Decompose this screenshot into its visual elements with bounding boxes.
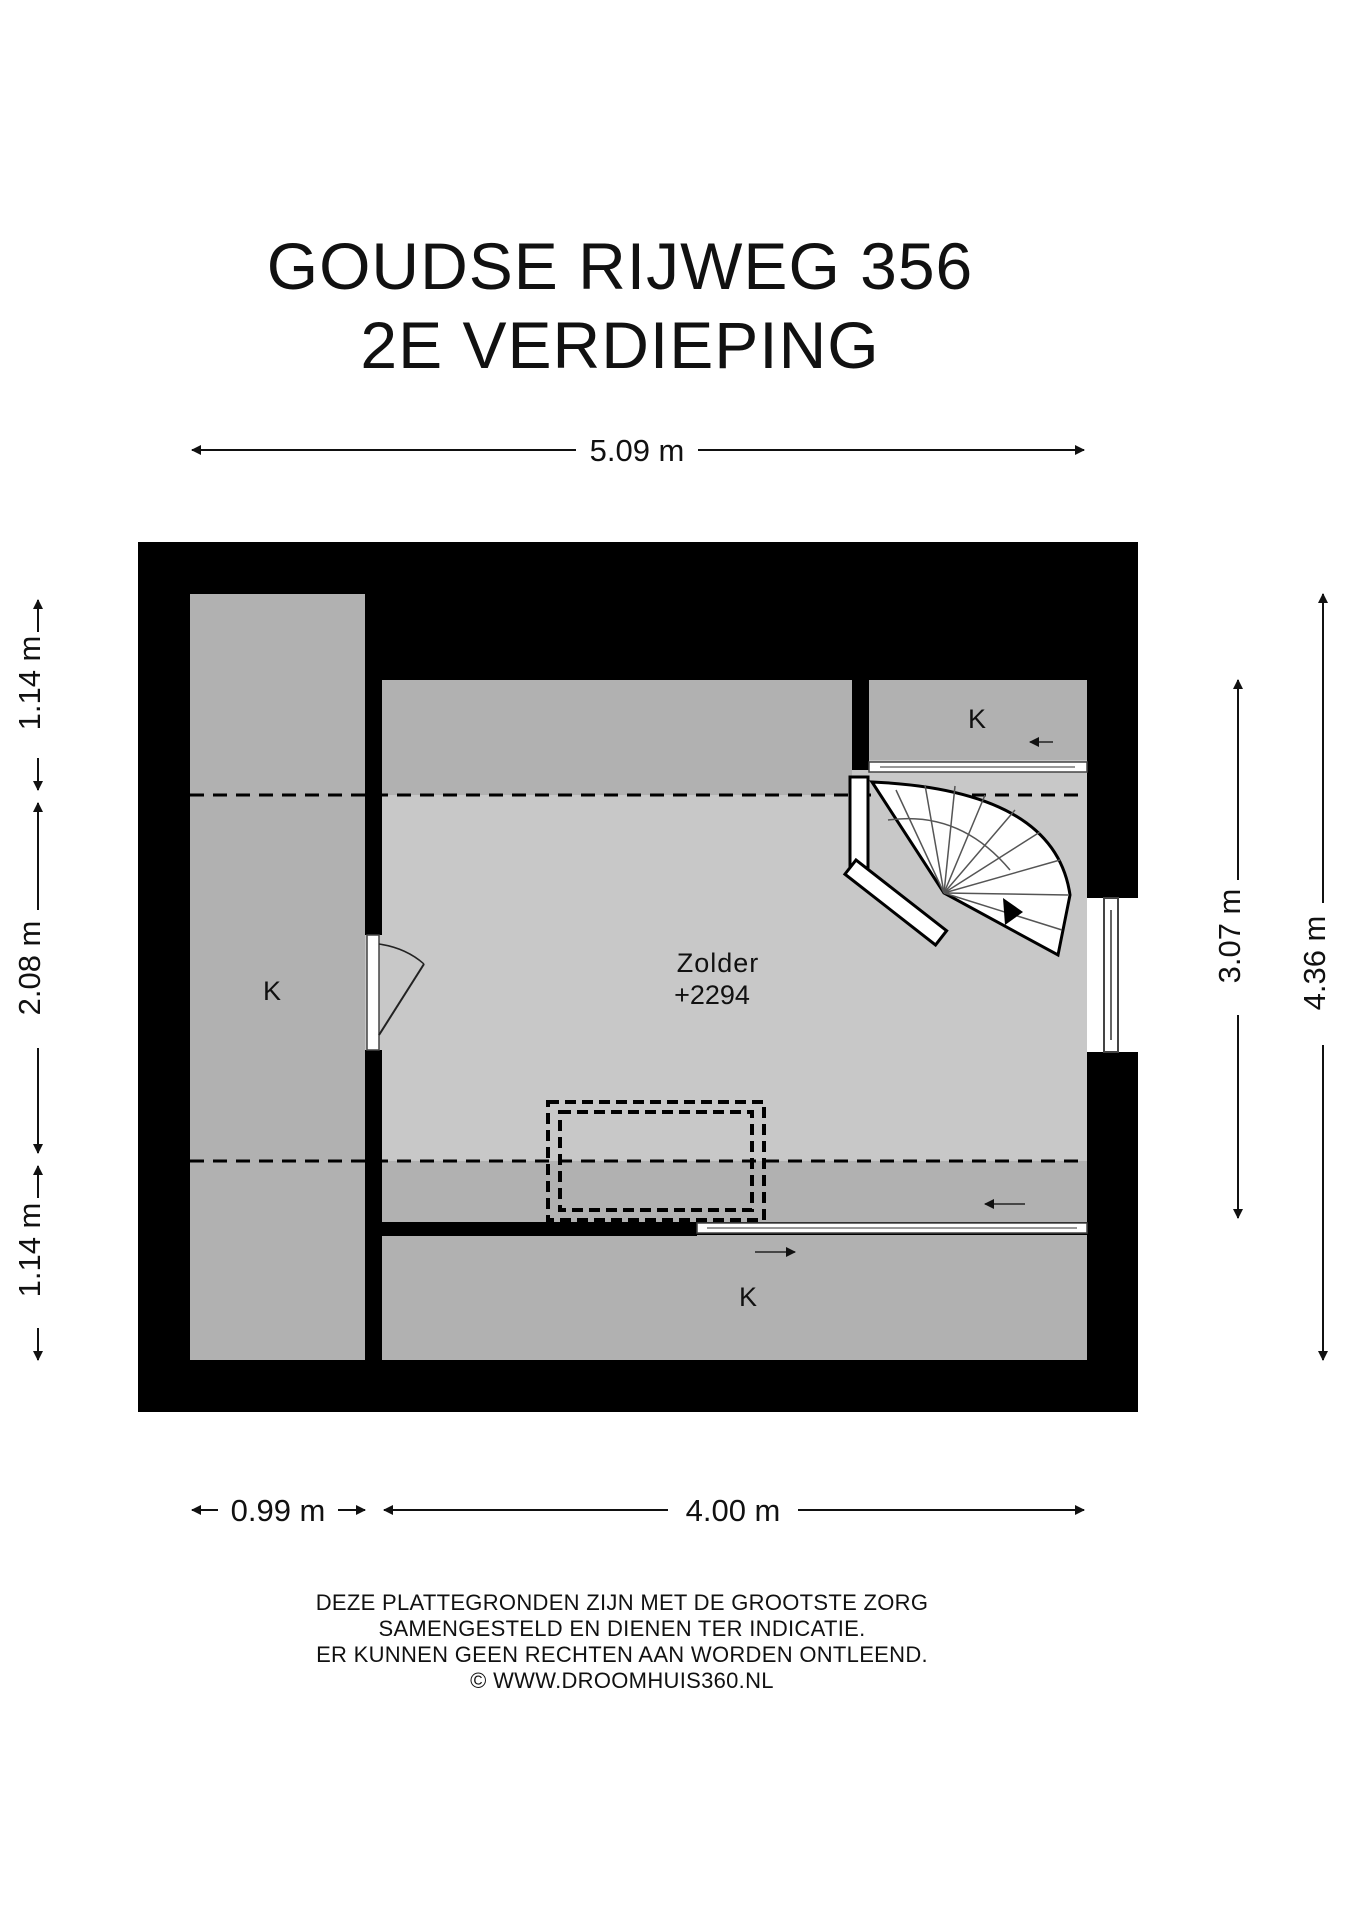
inner-wall-bottom [382, 1222, 697, 1236]
door-frame-left [367, 935, 379, 1050]
low-ceiling-strip-top [382, 680, 852, 795]
knee-wall-bottom-area [382, 1235, 1087, 1360]
dim-top-width: 5.09 m [589, 433, 685, 468]
dim-left-top: 1.14 m [12, 635, 47, 731]
room-level-zolder: +2294 [674, 980, 750, 1010]
dim-left-middle: 2.08 m [12, 920, 47, 1016]
dim-bottom-left: 0.99 m [230, 1493, 326, 1528]
inner-wall-closet [852, 680, 869, 770]
room-label-knee-bottom: K [738, 1282, 758, 1312]
disclaimer-line-1: DEZE PLATTEGRONDEN ZIJN MET DE GROOTSTE ZORG [315, 1590, 929, 1615]
room-label-knee-left: K [262, 976, 282, 1006]
floor-subtitle: 2E VERDIEPING [360, 308, 880, 382]
disclaimer-website-link[interactable]: © WWW.DROOMHUIS360.NL [470, 1668, 774, 1693]
dim-right-inner: 3.07 m [1212, 888, 1247, 984]
low-ceiling-strip-bottom [382, 1161, 1087, 1222]
dim-left-bottom: 1.14 m [12, 1202, 47, 1298]
dim-bottom-right: 4.00 m [685, 1493, 781, 1528]
disclaimer [0, 1590, 1244, 1694]
top-wall-band [365, 594, 1087, 680]
room-label-zolder: Zolder [676, 948, 760, 978]
plan-title: GOUDSE RIJWEG 356 [266, 229, 974, 303]
disclaimer-line-2: SAMENGESTELD EN DIENEN TER INDICATIE. [378, 1616, 866, 1641]
disclaimer-line-3: ER KUNNEN GEEN RECHTEN AAN WORDEN ONTLEEND. [316, 1642, 928, 1667]
room-label-knee-closet: K [967, 704, 987, 734]
dim-right-outer: 4.36 m [1297, 915, 1332, 1011]
